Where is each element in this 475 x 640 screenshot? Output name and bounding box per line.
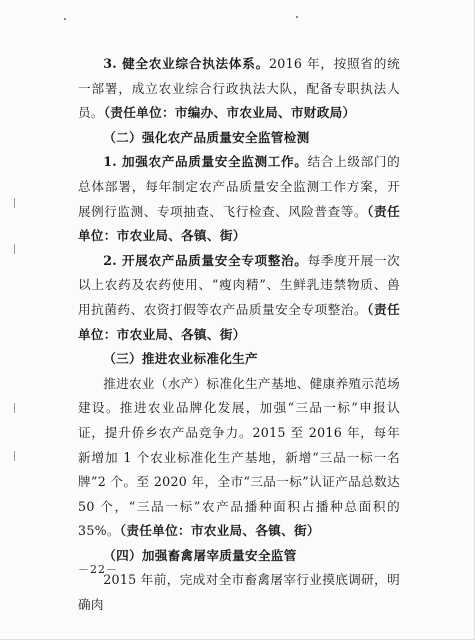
binding-hole-mark xyxy=(14,403,15,413)
document-body xyxy=(78,52,400,618)
section-heading-4: （四）加强畜禽屠宰质量安全监管 xyxy=(103,547,297,563)
paragraph-slaughter xyxy=(78,568,400,617)
item-body: 每季度开展一次以上农药及农药使用、“瘦肉精”、生鲜乳违禁物质、兽用抗菌药、农资打假等农产品质量安全专项整治。 xyxy=(78,252,400,317)
item-body: 结合上级部门的总体部署，每年制定农产品质量安全监测工作方案，开展例行监测、专项抽查、飞行检查、风险普查等。 xyxy=(78,154,400,219)
item-lead: 3. 健全农业综合执法体系。 xyxy=(103,56,269,71)
item-body: 推进农业（水产）标准化生产基地、健康养殖示范场建设。推进农业品牌化发展，加强“三品一标”申报认证，提升侨乡农产品竞争力。2015 至 2016 年，每年新增加 1 个农业标准化生产基地，新增“三品一标一名牌”2 个。至 2020 年，全市“三品一标”认证产品总数达 50 个，“三品一标”农产品播种面积占播种总面积的 35%。 xyxy=(78,375,400,539)
item-body: 2016 年，按照省的统一部署，成立农业综合行政执法大队，配备专职执法人员。 xyxy=(78,56,400,121)
responsible-units: （责任单位：市农业局、各镇、街） xyxy=(78,301,400,342)
binding-hole-mark xyxy=(14,244,15,254)
section-heading-3: （三）推进农业标准化生产 xyxy=(103,351,258,367)
item-lead: 1. 加强农产品质量安全监测工作。 xyxy=(103,154,308,170)
item-lead: 2. 开展农产品质量安全专项整治。 xyxy=(103,252,308,268)
page-number: －22－ xyxy=(78,563,118,576)
responsible-units: （责任单位：市农业局、各镇、街） xyxy=(78,203,400,244)
scan-mark xyxy=(296,16,298,18)
paragraph-1-monitoring xyxy=(78,150,400,248)
paragraph-3-law-enforcement xyxy=(78,52,400,126)
section-heading-2: （二）强化农产品质量安全监管检测 xyxy=(103,129,310,145)
responsible-units: （责任单位：市编办、市农业局、市财政局） xyxy=(103,105,356,121)
binding-hole-mark xyxy=(14,198,15,208)
responsible-units: （责任单位：市农业局、各镇、街） xyxy=(119,523,320,539)
binding-hole-mark xyxy=(14,451,15,461)
paragraph-2-rectification xyxy=(78,249,400,347)
scan-mark xyxy=(64,18,66,20)
item-body: 2015 年前，完成对全市畜禽屠宰行业摸底调研，明确肉 xyxy=(78,572,400,613)
paragraph-standardization xyxy=(78,372,400,544)
